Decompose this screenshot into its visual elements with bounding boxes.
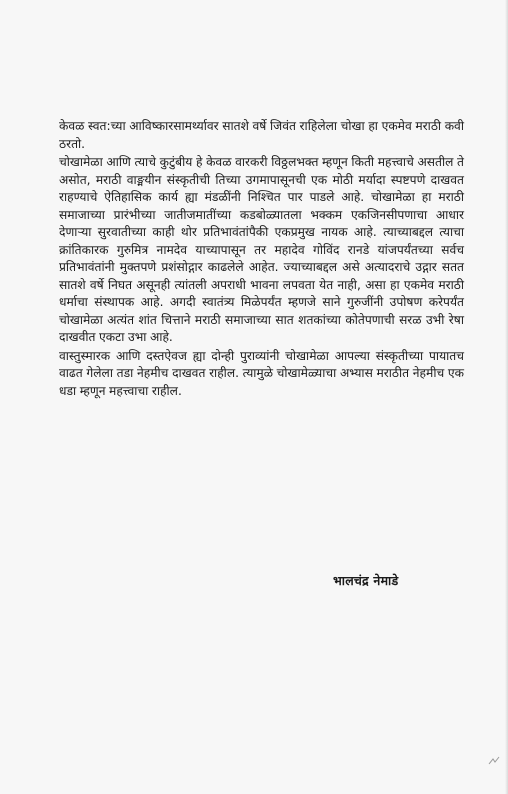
- scan-speck-icon: [488, 756, 500, 766]
- paragraph-1: केवळ स्वत:च्या आविष्कारसामर्थ्यावर सातशे वर्षे जिवंत राहिलेला चोखा हा एकमेव मराठी कवी ठरतो.: [59, 119, 464, 151]
- author-signature: भालचंद्र नेमाडे: [333, 573, 399, 588]
- paragraph-3: वास्तुस्मारक आणि दस्तऐवज ह्या दोन्ही पुराव्यांनी चोखामेळा आपल्या संस्कृतीच्या पायातच वाढत गेलेला तडा नेहमीच दाखवत राहील. त्यामुळे चोखामेळ्याचा अभ्यास मराठीत नेहमीच एक धडा म्हणून महत्त्वाचा राहील.: [59, 348, 464, 398]
- paragraph-2: चोखामेळा आणि त्याचे कुटुंबीय हे केवळ वारकरी विठ्ठलभक्त म्हणून किती महत्त्वाचे असतील ते असोत, मराठी वाङ्मयीन संस्कृतीची तिच्या उगमापासूनची एक मोठी मर्यादा स्पष्टपणे दाखवत राहण्याचे ऐतिहासिक कार्य ह्या मंडळींनी निश्चित पार पाडले आहे. चोखामेळा हा मराठी समाजाच्या प्रारंभीच्या जातीजमातींच्या कडबोळ्यातला भक्कम एकजिनसीपणाचा आधार देणाऱ्या सुरवातीच्या काही थोर प्रतिभावंतांपैकी एकप्रमुख नायक आहे. त्याच्याबद्दल त्याचा क्रांतिकारक गुरुमित्र नामदेव याच्यापासून तर महादेव गोविंद रानडे यांजपर्यंतच्या सर्वच प्रतिभावंतांनी मुक्तपणे प्रशंसोद्गार काढलेले आहेत. ज्याच्याबद्दल असे अत्यादराचे उद्गार सतत सातशे वर्षे निघत असूनही त्यांतली अपराधी भावना लपवता येत नाही, असा हा एकमेव मराठी धर्माचा संस्थापक आहे. अगदी स्वातंत्र्य मिळेपर्यंत म्हणजे साने गुरुजींनी उपोषण करेपर्यंत चोखामेळा अत्यंत शांत चित्ताने मराठी समाजाच्या सात शतकांच्या कोतेपणाची सरळ उभी रेषा दाखवीत एकटा उभा आहे.: [59, 155, 464, 344]
- body-text: [59, 118, 464, 401]
